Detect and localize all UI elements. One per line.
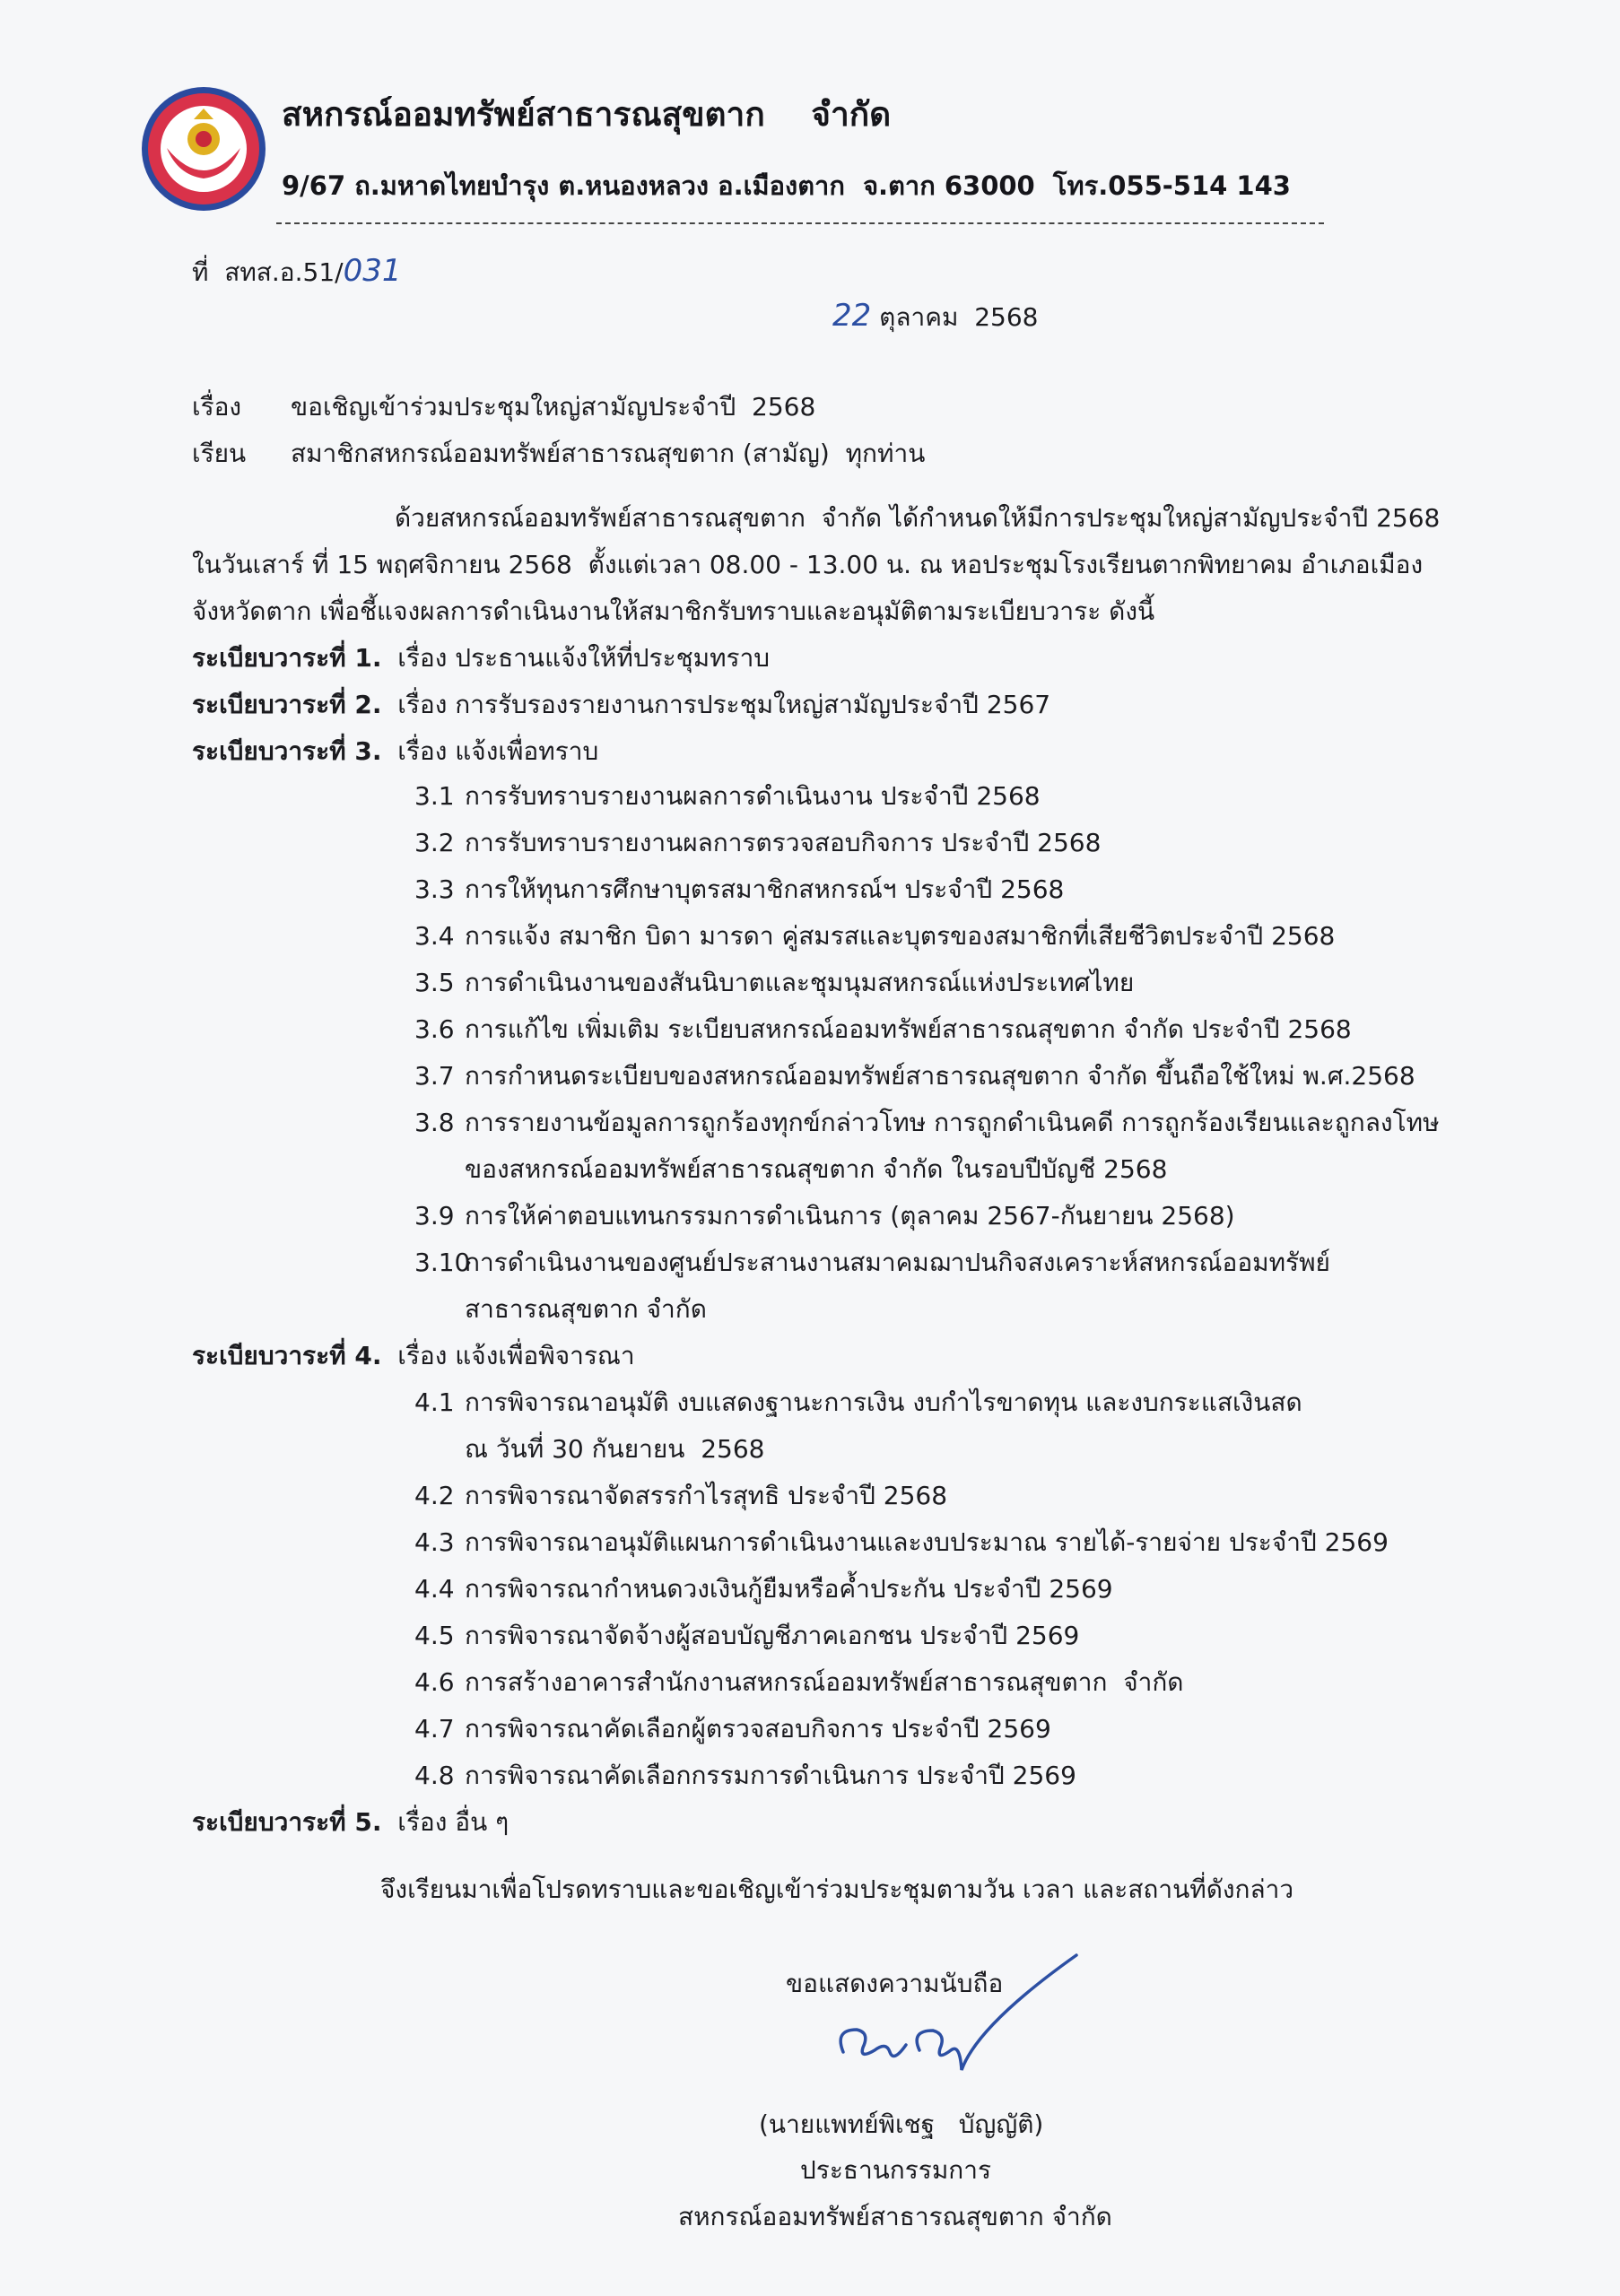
item-number: 4.2: [414, 1481, 455, 1510]
agenda-item-4-3: [414, 1523, 1389, 1562]
agenda-item-4-6: [414, 1663, 1183, 1702]
item-number: 3.4: [414, 921, 455, 951]
agenda-2: [192, 685, 1050, 725]
item-text: การดำเนินงานของสันนิบาตและชุมนุมสหกรณ์แห่งประเทศไทย: [465, 968, 1135, 997]
item-number: 4.5: [414, 1621, 455, 1650]
subject-text: ขอเชิญเข้าร่วมประชุมใหญ่สามัญประจำปี 2568: [291, 392, 816, 422]
agenda-item-3-6: [414, 1010, 1352, 1049]
item-number: 3.6: [414, 1014, 455, 1044]
agenda-item-4-7: [414, 1709, 1051, 1749]
item-number: 3.5: [414, 968, 455, 997]
item-text: การกำหนดระเบียบของสหกรณ์ออมทรัพย์สาธารณสุขตาก จำกัด ขึ้นถือใช้ใหม่ พ.ศ.2568: [465, 1061, 1415, 1091]
item-text: การให้ทุนการศึกษาบุตรสมาชิกสหกรณ์ฯ ประจำปี 2568: [465, 874, 1065, 904]
agenda-label: ระเบียบวาระที่ 5.: [192, 1807, 382, 1837]
item-number: 3.7: [414, 1061, 455, 1091]
agenda-item-4-1-cont: ณ วันที่ 30 กันยายน 2568: [465, 1434, 765, 1464]
body-line-1: ด้วยสหกรณ์ออมทรัพย์สาธารณสุขตาก จำกัด ได้กำหนดให้มีการประชุมใหญ่สามัญประจำปี 2568: [395, 503, 1441, 533]
agenda-label: ระเบียบวาระที่ 3.: [192, 736, 382, 766]
item-number: 3.2: [414, 828, 455, 857]
closing-text: จึงเรียนมาเพื่อโปรดทราบและขอเชิญเข้าร่วมประชุมตามวัน เวลา และสถานที่ดังกล่าว: [380, 1874, 1294, 1904]
agenda-item-3-10: [414, 1243, 1330, 1283]
agenda-item-3-1: [414, 777, 1041, 816]
item-text: การพิจารณาคัดเลือกกรรมการดำเนินการ ประจำปี 2569: [465, 1761, 1076, 1790]
item-text: การพิจารณาจัดจ้างผู้สอบบัญชีภาคเอกชน ประจำปี 2569: [465, 1621, 1080, 1650]
agenda-title: เรื่อง การรับรองรายงานการประชุมใหญ่สามัญประจำปี 2567: [397, 690, 1051, 719]
item-number: 4.4: [414, 1574, 455, 1604]
agenda-item-3-10-cont: สาธารณสุขตาก จำกัด: [465, 1294, 707, 1324]
agenda-label: ระเบียบวาระที่ 1.: [192, 643, 382, 673]
item-number: 4.6: [414, 1667, 455, 1697]
agenda-item-3-8: [414, 1103, 1440, 1143]
item-text: การสร้างอาคารสำนักงานสหกรณ์ออมทรัพย์สาธารณสุขตาก จำกัด: [465, 1667, 1184, 1697]
item-text: การแก้ไข เพิ่มเติม ระเบียบสหกรณ์ออมทรัพย์สาธารณสุขตาก จำกัด ประจำปี 2568: [465, 1014, 1352, 1044]
agenda-title: เรื่อง ประธานแจ้งให้ที่ประชุมทราบ: [397, 643, 771, 673]
to-text: สมาชิกสหกรณ์ออมทรัพย์สาธารณสุขตาก (สามัญ) ทุกท่าน: [291, 439, 926, 468]
letterhead-divider: [276, 222, 1324, 224]
reference-prefix: ที่ สทส.อ.51/: [192, 257, 344, 287]
signer-name: (นายแพทย์พิเชฐ บัญญัติ): [759, 2109, 1044, 2139]
item-number: 3.8: [414, 1108, 455, 1137]
item-number: 4.1: [414, 1387, 455, 1417]
signer-title: ประธานกรรมการ: [800, 2155, 992, 2185]
agenda-item-3-4: [414, 917, 1335, 956]
agenda-3: [192, 732, 598, 771]
agenda-title: เรื่อง อื่น ๆ: [397, 1807, 510, 1837]
letter-date: [832, 298, 1038, 337]
org-address: 9/67 ถ.มหาดไทยบำรุง ต.หนองหลวง อ.เมืองตาก จ.ตาก 63000 โทร.055-514 143: [282, 170, 1291, 201]
item-text: การรับทราบรายงานผลการตรวจสอบกิจการ ประจำปี 2568: [465, 828, 1102, 857]
body-line-2: ในวันเสาร์ ที่ 15 พฤศจิกายน 2568 ตั้งแต่เวลา 08.00 - 13.00 น. ณ หอประชุมโรงเรียนตากพิทยาคม อำเภอเมือง: [192, 550, 1424, 579]
item-text: การดำเนินงานของศูนย์ประสานงานสมาคมฌาปนกิจสงเคราะห์สหกรณ์ออมทรัพย์: [465, 1248, 1330, 1277]
item-number: 3.9: [414, 1201, 455, 1231]
item-text: การพิจารณาจัดสรรกำไรสุทธิ ประจำปี 2568: [465, 1481, 948, 1510]
org-name: สหกรณ์ออมทรัพย์สาธารณสุขตาก จำกัด: [282, 95, 892, 134]
item-text: การพิจารณาคัดเลือกผู้ตรวจสอบกิจการ ประจำปี 2569: [465, 1714, 1051, 1744]
date-month-year: ตุลาคม 2568: [871, 302, 1039, 332]
reference-number: [192, 253, 401, 292]
item-text: การพิจารณากำหนดวงเงินกู้ยืมหรือค้ำประกัน ประจำปี 2569: [465, 1574, 1113, 1604]
item-number: 4.8: [414, 1761, 455, 1790]
reference-handwritten-number: 031: [343, 253, 402, 289]
agenda-item-4-8: [414, 1756, 1076, 1796]
item-text: การพิจารณาอนุมัติแผนการดำเนินงานและงบประมาณ รายได้-รายจ่าย ประจำปี 2569: [465, 1527, 1389, 1557]
item-text: การแจ้ง สมาชิก บิดา มารดา คู่สมรสและบุตรของสมาชิกที่เสียชีวิตประจำปี 2568: [465, 921, 1336, 951]
agenda-item-4-4: [414, 1570, 1113, 1609]
regards-text: ขอแสดงความนับถือ: [786, 1969, 1004, 1998]
agenda-label: ระเบียบวาระที่ 2.: [192, 690, 382, 719]
subject-label: เรื่อง: [192, 392, 242, 422]
signer-org: สหกรณ์ออมทรัพย์สาธารณสุขตาก จำกัด: [678, 2202, 1112, 2231]
agenda-5: [192, 1803, 509, 1842]
to-row: [192, 434, 925, 474]
item-text: การรายงานข้อมูลการถูกร้องทุกข์กล่าวโทษ การถูกดำเนินคดี การถูกร้องเรียนและถูกลงโทษ: [465, 1108, 1440, 1137]
item-text: การพิจารณาอนุมัติ งบแสดงฐานะการเงิน งบกำไรขาดทุน และงบกระแสเงินสด: [465, 1387, 1302, 1417]
to-label: เรียน: [192, 439, 247, 468]
item-number: 4.3: [414, 1527, 455, 1557]
agenda-item-4-1: [414, 1383, 1302, 1422]
agenda-item-3-8-cont: ของสหกรณ์ออมทรัพย์สาธารณสุขตาก จำกัด ในรอบปีบัญชี 2568: [465, 1154, 1168, 1184]
agenda-title: เรื่อง แจ้งเพื่อพิจารณา: [397, 1341, 635, 1370]
agenda-item-3-9: [414, 1196, 1235, 1236]
agenda-title: เรื่อง แจ้งเพื่อทราบ: [397, 736, 599, 766]
date-day: 22: [832, 298, 872, 334]
agenda-item-3-2: [414, 823, 1101, 863]
cooperative-logo: [140, 85, 267, 213]
agenda-item-3-3: [414, 870, 1064, 909]
agenda-item-4-5: [414, 1616, 1079, 1656]
agenda-label: ระเบียบวาระที่ 4.: [192, 1341, 382, 1370]
agenda-item-3-5: [414, 963, 1134, 1003]
item-number: 4.7: [414, 1714, 455, 1744]
item-number: 3.3: [414, 874, 455, 904]
handwritten-signature: [807, 1944, 1112, 2097]
item-text: การให้ค่าตอบแทนกรรมการดำเนินการ (ตุลาคม 2567-กันยายน 2568): [465, 1201, 1235, 1231]
item-number: 3.10: [414, 1248, 471, 1277]
item-number: 3.1: [414, 781, 455, 811]
agenda-item-3-7: [414, 1057, 1415, 1096]
subject-row: [192, 387, 815, 427]
item-text: การรับทราบรายงานผลการดำเนินงาน ประจำปี 2568: [465, 781, 1041, 811]
body-line-3: จังหวัดตาก เพื่อชี้แจงผลการดำเนินงานให้สมาชิกรับทราบและอนุมัติตามระเบียบวาระ ดังนี้: [192, 596, 1155, 626]
agenda-1: [192, 639, 770, 678]
agenda-4: [192, 1336, 635, 1376]
agenda-item-4-2: [414, 1476, 947, 1516]
